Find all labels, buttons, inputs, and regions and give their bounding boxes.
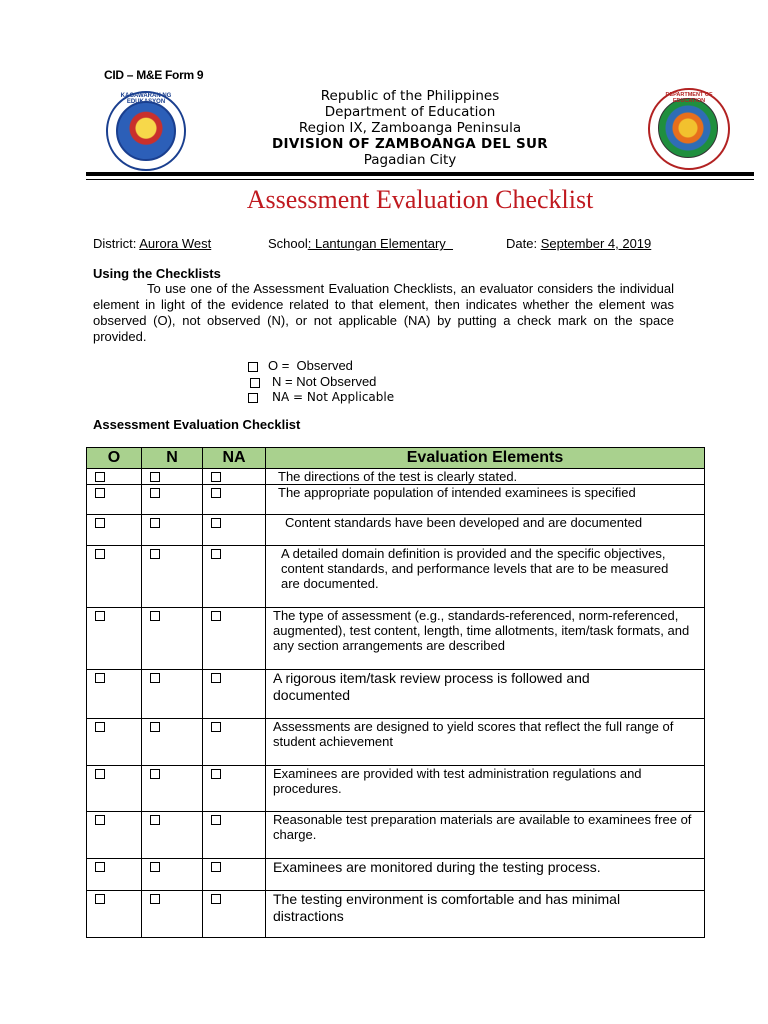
checkbox-icon <box>248 362 258 372</box>
not-observed-checkbox[interactable] <box>150 518 160 528</box>
col-header-na: NA <box>203 448 266 469</box>
table-header-row <box>87 448 705 469</box>
district-field <box>93 236 211 251</box>
observed-checkbox[interactable] <box>95 518 105 528</box>
header-divider-thin <box>86 179 754 180</box>
observed-checkbox[interactable] <box>95 673 105 683</box>
not-applicable-checkbox[interactable] <box>211 862 221 872</box>
date-value: September 4, 2019 <box>540 236 652 251</box>
not-applicable-checkbox[interactable] <box>211 769 221 779</box>
header-region: Region IX, Zamboanga Peninsula <box>298 120 522 136</box>
using-checklists-heading: Using the Checklists <box>93 266 221 281</box>
checkbox-icon <box>250 378 260 388</box>
table-row <box>87 485 705 515</box>
element-text: Examinees are provided with test administration regulations and procedures. <box>266 766 705 812</box>
school-label: School <box>268 236 308 251</box>
observed-checkbox[interactable] <box>95 894 105 904</box>
header-department: Department of Education <box>324 104 496 120</box>
header-republic: Republic of the Philippines <box>320 88 500 104</box>
legend-not-applicable: NA = Not Applicable <box>248 390 394 404</box>
header-city: Pagadian City <box>363 152 457 168</box>
school-value: : Lantungan Elementary <box>307 236 454 251</box>
observed-checkbox[interactable] <box>95 611 105 621</box>
not-applicable-checkbox[interactable] <box>211 894 221 904</box>
element-text: Reasonable test preparation materials are available to examinees free of charge. <box>266 812 705 859</box>
not-applicable-checkbox[interactable] <box>211 815 221 825</box>
checklist-heading: Assessment Evaluation Checklist <box>93 417 301 432</box>
not-applicable-checkbox[interactable] <box>211 549 221 559</box>
observed-checkbox[interactable] <box>95 815 105 825</box>
not-applicable-checkbox[interactable] <box>211 472 221 482</box>
col-header-n: N <box>142 448 203 469</box>
not-applicable-checkbox[interactable] <box>211 722 221 732</box>
not-observed-checkbox[interactable] <box>150 488 160 498</box>
table-row <box>87 469 705 485</box>
not-applicable-checkbox[interactable] <box>211 488 221 498</box>
element-text: The testing environment is comfortable and has minimal distractions <box>266 891 705 938</box>
not-observed-checkbox[interactable] <box>150 611 160 621</box>
deped-seal-logo <box>106 91 186 171</box>
school-field <box>268 236 453 251</box>
element-text: Content standards have been developed and are documented <box>266 515 705 546</box>
observed-checkbox[interactable] <box>95 472 105 482</box>
division-emblem-icon <box>658 98 718 158</box>
table-row <box>87 515 705 546</box>
seal-emblem-icon <box>116 101 176 161</box>
division-seal-logo <box>648 88 730 170</box>
table-row <box>87 670 705 719</box>
checkbox-icon <box>248 393 258 403</box>
table-row <box>87 891 705 938</box>
seal-right-text: DEPARTMENT OF EDUCATION <box>665 92 713 104</box>
observed-checkbox[interactable] <box>95 769 105 779</box>
observed-checkbox[interactable] <box>95 549 105 559</box>
header-division: DIVISION OF ZAMBOANGA DEL SUR <box>272 136 548 152</box>
element-text: The type of assessment (e.g., standards-referenced, norm-referenced, augmented), test content, length, time allotments, item/task formats, and any section arrangements are described <box>266 608 705 670</box>
table-row <box>87 719 705 766</box>
not-applicable-checkbox[interactable] <box>211 673 221 683</box>
date-label: Date: <box>506 236 541 251</box>
table-row <box>87 546 705 608</box>
element-text: A detailed domain definition is provided and the specific objectives, content standards, and performance levels that are to be measured are documented. <box>266 546 705 608</box>
instructions-paragraph: To use one of the Assessment Evaluation Checklists, an evaluator considers the individual element in light of the evidence related to that element, then indicates whether the element was observed (O), not observed (N), or not applicable (NA) by putting a check mark on the space provided. <box>93 281 674 344</box>
not-observed-checkbox[interactable] <box>150 862 160 872</box>
element-text: The directions of the test is clearly stated. <box>266 469 705 485</box>
not-observed-checkbox[interactable] <box>150 769 160 779</box>
observed-checkbox[interactable] <box>95 862 105 872</box>
not-observed-checkbox[interactable] <box>150 722 160 732</box>
form-code: CID – M&E Form 9 <box>104 68 204 82</box>
table-row <box>87 608 705 670</box>
not-observed-checkbox[interactable] <box>150 894 160 904</box>
district-label: District: <box>93 236 140 251</box>
date-field <box>506 236 651 251</box>
element-text: A rigorous item/task review process is followed and documented <box>266 670 705 719</box>
observed-checkbox[interactable] <box>95 488 105 498</box>
not-applicable-checkbox[interactable] <box>211 611 221 621</box>
not-observed-checkbox[interactable] <box>150 815 160 825</box>
header-divider <box>86 172 754 176</box>
legend-observed: O = Observed <box>248 358 353 373</box>
not-observed-checkbox[interactable] <box>150 549 160 559</box>
observed-checkbox[interactable] <box>95 722 105 732</box>
table-row <box>87 766 705 812</box>
district-value: Aurora West <box>139 236 212 251</box>
col-header-o: O <box>87 448 142 469</box>
table-row <box>87 812 705 859</box>
element-text: The appropriate population of intended examinees is specified <box>266 485 705 515</box>
evaluation-checklist-table <box>86 447 705 938</box>
not-applicable-checkbox[interactable] <box>211 518 221 528</box>
element-text: Assessments are designed to yield scores that reflect the full range of student achievement <box>266 719 705 766</box>
legend-not-observed: N = Not Observed <box>250 374 376 389</box>
not-observed-checkbox[interactable] <box>150 673 160 683</box>
element-text: Examinees are monitored during the testing process. <box>266 859 705 891</box>
not-observed-checkbox[interactable] <box>150 472 160 482</box>
seal-left-text: KAGAWARAN NG EDUKASYON <box>120 93 172 105</box>
page-title: Assessment Evaluation Checklist <box>246 185 594 214</box>
table-row <box>87 859 705 891</box>
col-header-elements: Evaluation Elements <box>266 448 705 469</box>
